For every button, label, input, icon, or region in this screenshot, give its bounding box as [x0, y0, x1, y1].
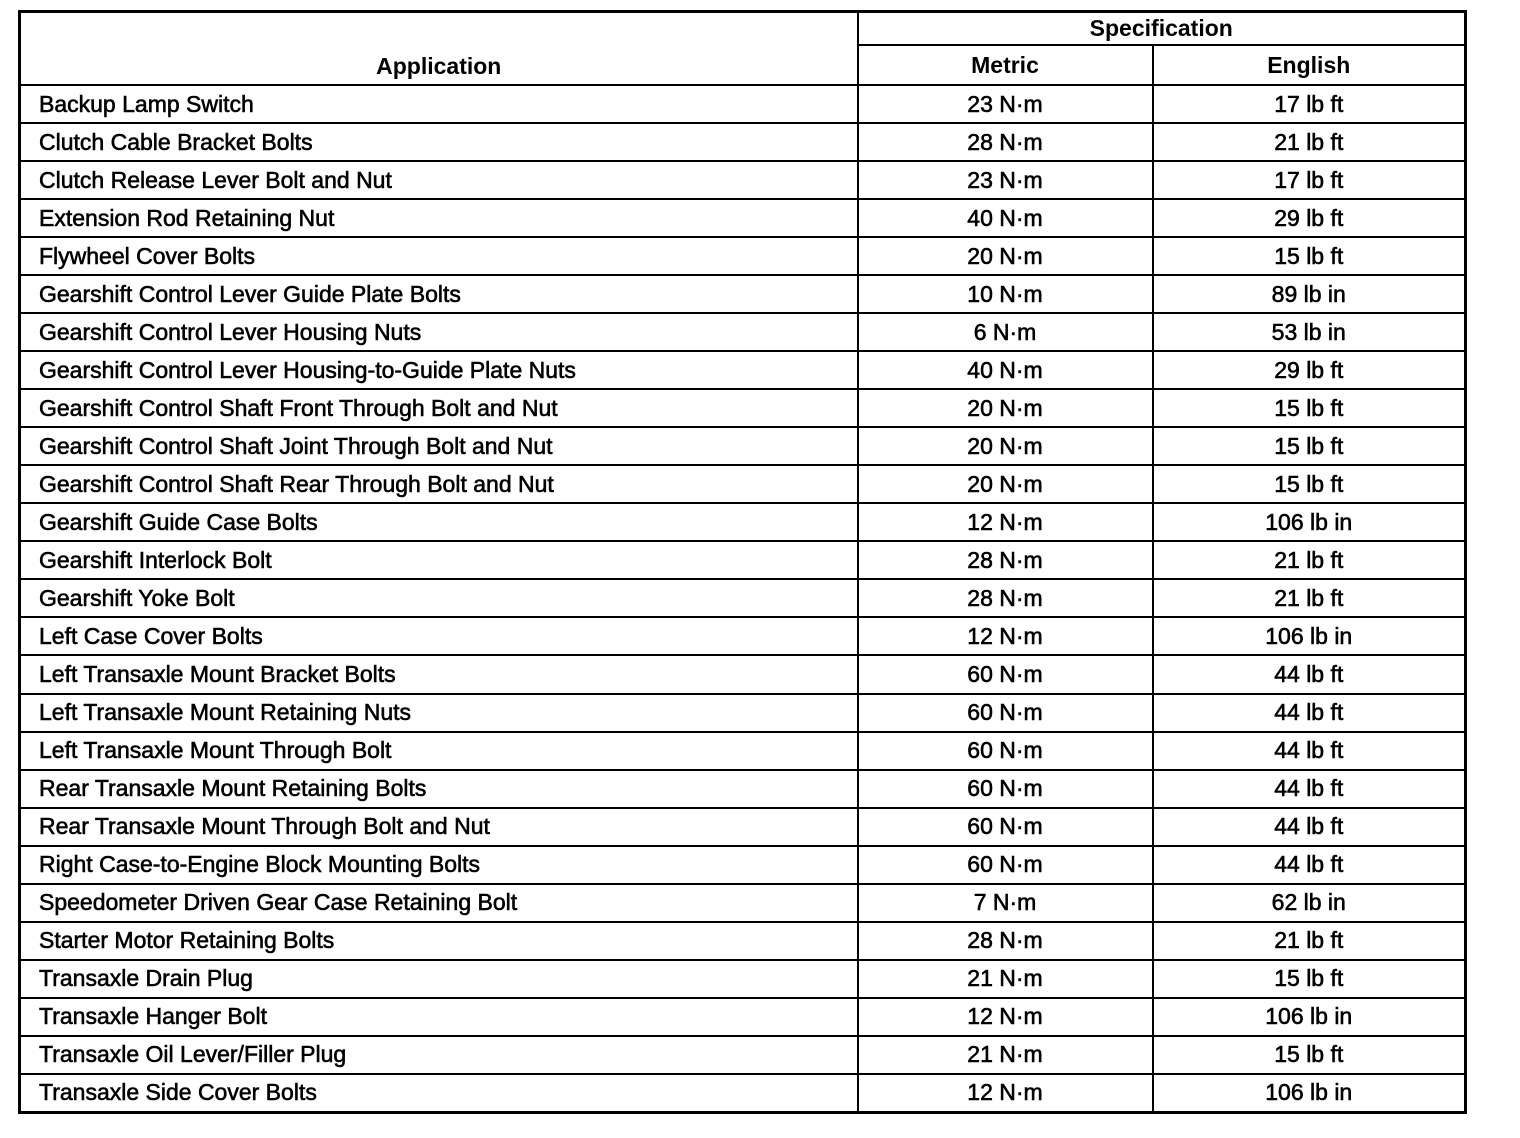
english-value-cell: 21 lb ft — [1153, 541, 1466, 579]
metric-column-header: Metric — [858, 45, 1153, 85]
application-cell: Left Transaxle Mount Retaining Nuts — [20, 694, 858, 732]
application-cell: Gearshift Guide Case Bolts — [20, 503, 858, 541]
english-value-cell: 44 lb ft — [1153, 846, 1466, 884]
english-value-cell: 106 lb in — [1153, 1074, 1466, 1113]
english-value-cell: 106 lb in — [1153, 503, 1466, 541]
metric-value-cell: 12 N·m — [858, 1074, 1153, 1113]
table-row — [20, 275, 1466, 313]
table-row — [20, 351, 1466, 389]
application-cell: Gearshift Control Lever Guide Plate Bolts — [20, 275, 858, 313]
application-cell: Transaxle Oil Lever/Filler Plug — [20, 1036, 858, 1074]
application-cell: Clutch Release Lever Bolt and Nut — [20, 161, 858, 199]
application-cell: Transaxle Side Cover Bolts — [20, 1074, 858, 1113]
table-row — [20, 1036, 1466, 1074]
metric-value-cell: 12 N·m — [858, 998, 1153, 1036]
application-cell: Left Transaxle Mount Bracket Bolts — [20, 655, 858, 693]
application-cell: Extension Rod Retaining Nut — [20, 199, 858, 237]
application-cell: Left Case Cover Bolts — [20, 617, 858, 655]
table-row — [20, 465, 1466, 503]
table-body — [20, 85, 1466, 1113]
table-row — [20, 579, 1466, 617]
english-value-cell: 44 lb ft — [1153, 732, 1466, 770]
application-cell: Gearshift Control Lever Housing Nuts — [20, 313, 858, 351]
application-cell: Left Transaxle Mount Through Bolt — [20, 732, 858, 770]
header-row-top — [20, 12, 1466, 46]
metric-value-cell: 20 N·m — [858, 389, 1153, 427]
english-value-cell: 44 lb ft — [1153, 808, 1466, 846]
metric-value-cell: 12 N·m — [858, 503, 1153, 541]
application-cell: Flywheel Cover Bolts — [20, 237, 858, 275]
table-row — [20, 237, 1466, 275]
english-value-cell: 15 lb ft — [1153, 427, 1466, 465]
application-cell: Gearshift Control Shaft Front Through Bolt and Nut — [20, 389, 858, 427]
metric-value-cell: 60 N·m — [858, 808, 1153, 846]
metric-value-cell: 40 N·m — [858, 199, 1153, 237]
table-row — [20, 884, 1466, 922]
application-cell: Speedometer Driven Gear Case Retaining Bolt — [20, 884, 858, 922]
metric-value-cell: 60 N·m — [858, 694, 1153, 732]
metric-value-cell: 12 N·m — [858, 617, 1153, 655]
english-value-cell: 29 lb ft — [1153, 199, 1466, 237]
table-row — [20, 541, 1466, 579]
table-row — [20, 922, 1466, 960]
metric-value-cell: 28 N·m — [858, 922, 1153, 960]
table-row — [20, 655, 1466, 693]
english-value-cell: 21 lb ft — [1153, 922, 1466, 960]
application-cell: Backup Lamp Switch — [20, 85, 858, 123]
table-row — [20, 199, 1466, 237]
english-value-cell: 15 lb ft — [1153, 960, 1466, 998]
english-value-cell: 44 lb ft — [1153, 655, 1466, 693]
metric-value-cell: 28 N·m — [858, 123, 1153, 161]
english-value-cell: 106 lb in — [1153, 998, 1466, 1036]
application-cell: Transaxle Drain Plug — [20, 960, 858, 998]
application-cell: Gearshift Control Shaft Joint Through Bolt and Nut — [20, 427, 858, 465]
application-cell: Clutch Cable Bracket Bolts — [20, 123, 858, 161]
english-value-cell: 15 lb ft — [1153, 237, 1466, 275]
english-value-cell: 17 lb ft — [1153, 85, 1466, 123]
metric-value-cell: 60 N·m — [858, 732, 1153, 770]
metric-value-cell: 21 N·m — [858, 1036, 1153, 1074]
table-row — [20, 123, 1466, 161]
application-column-header: Application — [20, 12, 858, 86]
application-cell: Rear Transaxle Mount Through Bolt and Nut — [20, 808, 858, 846]
metric-value-cell: 20 N·m — [858, 465, 1153, 503]
english-value-cell: 21 lb ft — [1153, 123, 1466, 161]
table-row — [20, 427, 1466, 465]
english-value-cell: 44 lb ft — [1153, 770, 1466, 808]
table-row — [20, 960, 1466, 998]
application-cell: Gearshift Control Lever Housing-to-Guide Plate Nuts — [20, 351, 858, 389]
metric-value-cell: 60 N·m — [858, 655, 1153, 693]
metric-value-cell: 40 N·m — [858, 351, 1153, 389]
table-row — [20, 694, 1466, 732]
metric-value-cell: 7 N·m — [858, 884, 1153, 922]
metric-value-cell: 20 N·m — [858, 237, 1153, 275]
table-row — [20, 770, 1466, 808]
english-value-cell: 106 lb in — [1153, 617, 1466, 655]
table-row — [20, 389, 1466, 427]
metric-value-cell: 60 N·m — [858, 846, 1153, 884]
english-value-cell: 15 lb ft — [1153, 389, 1466, 427]
table-row — [20, 732, 1466, 770]
metric-value-cell: 28 N·m — [858, 541, 1153, 579]
metric-value-cell: 23 N·m — [858, 85, 1153, 123]
english-value-cell: 89 lb in — [1153, 275, 1466, 313]
table-row — [20, 617, 1466, 655]
application-cell: Gearshift Interlock Bolt — [20, 541, 858, 579]
application-cell: Transaxle Hanger Bolt — [20, 998, 858, 1036]
application-cell: Rear Transaxle Mount Retaining Bolts — [20, 770, 858, 808]
application-cell: Gearshift Yoke Bolt — [20, 579, 858, 617]
metric-value-cell: 23 N·m — [858, 161, 1153, 199]
fastener-specification-table — [18, 10, 1467, 1114]
english-value-cell: 15 lb ft — [1153, 1036, 1466, 1074]
english-value-cell: 62 lb in — [1153, 884, 1466, 922]
english-column-header: English — [1153, 45, 1466, 85]
table-row — [20, 846, 1466, 884]
english-value-cell: 21 lb ft — [1153, 579, 1466, 617]
metric-value-cell: 28 N·m — [858, 579, 1153, 617]
table-row — [20, 161, 1466, 199]
table-header — [20, 12, 1466, 86]
table-row — [20, 1074, 1466, 1113]
english-value-cell: 44 lb ft — [1153, 694, 1466, 732]
english-value-cell: 53 lb in — [1153, 313, 1466, 351]
metric-value-cell: 10 N·m — [858, 275, 1153, 313]
application-cell: Gearshift Control Shaft Rear Through Bolt and Nut — [20, 465, 858, 503]
metric-value-cell: 60 N·m — [858, 770, 1153, 808]
metric-value-cell: 6 N·m — [858, 313, 1153, 351]
application-cell: Right Case-to-Engine Block Mounting Bolts — [20, 846, 858, 884]
english-value-cell: 29 lb ft — [1153, 351, 1466, 389]
metric-value-cell: 20 N·m — [858, 427, 1153, 465]
table-row — [20, 808, 1466, 846]
table-row — [20, 313, 1466, 351]
table-row — [20, 998, 1466, 1036]
table-row — [20, 85, 1466, 123]
table-row — [20, 503, 1466, 541]
specification-group-header: Specification — [858, 12, 1466, 46]
application-cell: Starter Motor Retaining Bolts — [20, 922, 858, 960]
english-value-cell: 15 lb ft — [1153, 465, 1466, 503]
metric-value-cell: 21 N·m — [858, 960, 1153, 998]
english-value-cell: 17 lb ft — [1153, 161, 1466, 199]
